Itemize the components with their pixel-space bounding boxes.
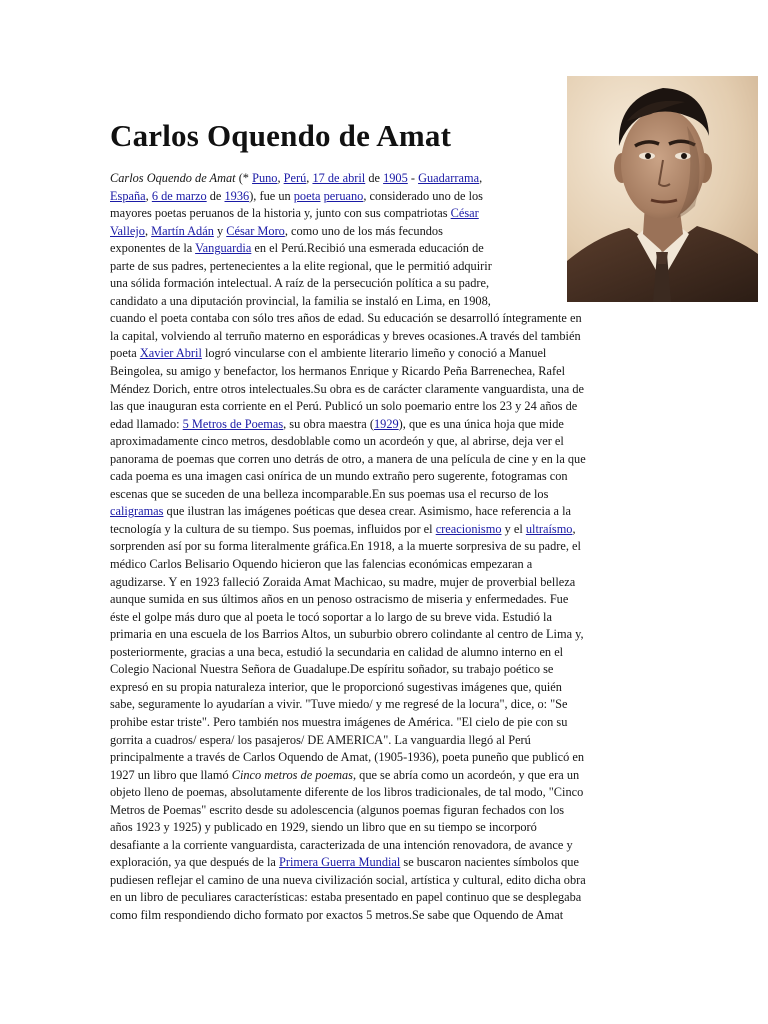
text-line: escenas que se suceden de una belleza incomparable.En sus poemas usa el recurso de los <box>110 486 549 501</box>
text-line: posteriormente, gracias a una beca, estudió la secundaria en calidad de alumno interno en el <box>110 644 564 659</box>
text-line: Metros de Poemas" escrito desde su adolescencia (algunos poemas figuran fechados con los <box>110 802 565 817</box>
text-line: pudiesen reflejar el camino de una nueva civilización social, artística y cultural, edito dicha obra <box>110 872 586 887</box>
text-line: años 1923 y 1925) y publicado en 1929, siendo un libro que en su tiempo se incorporó <box>110 820 537 835</box>
text-line: una sólida formación intelectual. A raíz de la persecución política a su padre, <box>110 276 490 291</box>
link-peruano[interactable]: peruano <box>323 188 364 203</box>
text-fragment: y <box>213 223 227 238</box>
article-body <box>110 170 670 925</box>
text-line: prohibe estar triste". Pero también nos muestra imágenes de América. "El cielo de pie con su <box>110 714 568 729</box>
text-line <box>110 767 670 785</box>
text-fragment: , considerado uno de los <box>363 188 483 203</box>
text-line <box>110 345 670 363</box>
text-line <box>110 416 670 434</box>
text-line <box>110 188 670 206</box>
text-line: sabe, seguramente lo ayudarían a vivir. "Tuve miedo/ y me regresé de la locura", dice, o: "Se <box>110 697 568 712</box>
text-line <box>110 205 670 223</box>
text-line: candidato a una diputación provincial, la familia se instaló en Lima, en 1908, <box>110 293 491 308</box>
link-peru[interactable]: Perú <box>283 171 307 185</box>
link-xavier-abril[interactable]: Xavier Abril <box>139 346 202 361</box>
text-line: como film respondiendo dicho formato por exactos 5 metros.Se sabe que Oquendo de Amat <box>110 907 564 922</box>
text-line: sorprenden así por su forma literalmente gráfica.En 1918, a la muerte sorpresiva de su padre, el <box>110 539 581 554</box>
text-line: cada poema es una imagen casi onírica de un mundo extraño pero sugerente, fotogramas con <box>110 469 568 484</box>
link-cesar-vallejo[interactable]: César <box>450 206 479 221</box>
text-line: principalmente a través de Carlos Oquendo de Amat, (1905-1936), poeta puneño que publicó en <box>110 750 585 765</box>
subject-name: Carlos Oquendo de Amat <box>110 171 236 185</box>
text-fragment: y el <box>501 521 526 536</box>
text-fragment: exponentes de la <box>110 241 196 256</box>
text-line <box>110 521 670 539</box>
text-fragment: , su obra maestra ( <box>283 416 374 431</box>
text-line: agudizarse. Y en 1923 falleció Zoraida Amat Machicao, su madre, mujer de proverbial belleza <box>110 574 576 589</box>
text-line: desafiante a la corriente vanguardista, caracterizada de una intención renovadora, de avance y <box>110 837 573 852</box>
text-fragment: 1927 un libro que llamó <box>110 767 232 782</box>
text-fragment: ), fue un <box>249 188 294 203</box>
text-line: éste el golpe más duro que al poeta le tocó soportar a lo largo de su breve vida. Estudió la <box>110 609 552 624</box>
link-vanguardia[interactable]: Vanguardia <box>195 241 252 256</box>
link-1929[interactable]: 1929 <box>373 416 399 431</box>
text-fragment: exploración, ya que después de la <box>110 855 279 870</box>
link-cesar-vallejo-cont[interactable]: Vallejo <box>110 223 145 238</box>
text-line: Colegio Nacional Nuestra Señora de Guadalupe.De espíritu soñador, su trabajo poético se <box>110 662 554 677</box>
text-fragment: , <box>277 171 284 185</box>
text-line: aunque sumida en sus últimos años en un penoso ostracismo de miseria y enfermedades. Fue <box>110 592 569 607</box>
link-17-de-abril[interactable]: 17 de abril <box>312 171 366 185</box>
book-title: Cinco metros de poemas <box>231 767 353 782</box>
text-fragment: de <box>206 188 225 203</box>
page-title: Carlos Oquendo de Amat <box>110 118 452 153</box>
text-fragment: mayores poetas peruanos de la historia y, junto con sus compatriotas <box>110 206 451 221</box>
text-fragment: en el Perú.Recibió una esmerada educación de <box>251 241 484 256</box>
text-fragment: , <box>306 171 313 185</box>
text-line <box>110 854 670 872</box>
text-line: Beingolea, su amigo y benefactor, los hermanos Enrique y Ricardo Peña Barrenechea, Rafel <box>110 364 566 379</box>
text-fragment: tecnología y la cultura de su tiempo. Sus poemas, influidos por el <box>110 521 436 536</box>
text-line: médico Carlos Belisario Oquendo hicieron que las falencias económicas empezaran a <box>110 557 533 572</box>
text-line: objeto lleno de poemas, absolutamente diferente de los libros tradicionales, de tal modo, "Cinco <box>110 785 584 800</box>
text-line: gorrita a cuadros/ espera/ los pasajeros/ DE AMERICA". La vanguardia llegó al Perú <box>110 732 531 747</box>
text-fragment: de <box>365 171 384 185</box>
text-fragment: , como uno de los más fecundos <box>284 223 443 238</box>
text-fragment: , <box>144 223 152 238</box>
link-martin-adan[interactable]: Martín Adán <box>151 223 214 238</box>
link-caligramas[interactable]: caligramas <box>110 504 164 519</box>
link-1905[interactable]: 1905 <box>383 171 408 185</box>
text-fragment: edad llamado: <box>110 416 183 431</box>
text-line: parte de sus padres, pertenecientes a la elite regional, que le permitió adquirir <box>110 258 492 273</box>
text-fragment: que ilustran las imágenes poéticas que desea crear. Asimismo, hace referencia a la <box>163 504 571 519</box>
text-fragment: logró vincularse con el ambiente literario limeño y conoció a Manuel <box>201 346 547 361</box>
text-line <box>110 503 670 521</box>
text-line: la capital, volviendo al terruño materno en esporádicas y breves ocasiones.A través del también <box>110 328 581 343</box>
text-line <box>110 223 670 241</box>
link-espana[interactable]: España <box>110 188 146 203</box>
text-line: Méndez Dorich, entre otros intelectuales.Su obra es de carácter claramente vanguardista, una de <box>110 381 584 396</box>
text-fragment: poeta <box>110 346 140 361</box>
link-1936[interactable]: 1936 <box>224 188 250 203</box>
link-poeta[interactable]: poeta <box>293 188 321 203</box>
text-line: las que inauguran esta corriente en el Perú. Publicó un solo poemario entre los 23 y 24 años de <box>110 399 578 414</box>
link-guadarrama[interactable]: Guadarrama <box>418 171 480 185</box>
text-fragment: ), que es una única hoja que mide <box>398 416 564 431</box>
text-fragment: se buscaron nacientes símbolos que <box>400 855 579 870</box>
text-line: expresó en su propia naturaleza interior, que le proporcionó sugestivas imágenes que, quién <box>110 679 562 694</box>
link-5-metros-de-poemas[interactable]: 5 Metros de Poemas <box>182 416 284 431</box>
link-creacionismo[interactable]: creacionismo <box>435 521 502 536</box>
text-fragment: (* <box>235 171 253 185</box>
text-fragment: , <box>572 521 576 536</box>
text-line: cuando el poeta contaba con sólo tres años de edad. Su educación se desarrolló íntegramente en <box>110 311 582 326</box>
text-fragment: , que se abría como un acordeón, y que era un <box>352 767 580 782</box>
text-line: aproximadamente cinco metros, desdoblable como un acordeón y que, al abrirse, deja ver el <box>110 434 564 449</box>
text-line: en un libro de peculiares características: estaba presentado en papel continuo que se desplegaba <box>110 890 582 905</box>
text-line <box>110 170 670 188</box>
text-fragment: - <box>407 171 419 185</box>
link-puno[interactable]: Puno <box>252 171 278 185</box>
text-fragment: , <box>479 171 483 185</box>
link-6-de-marzo[interactable]: 6 de marzo <box>151 188 207 203</box>
text-line: panorama de poemas que corren uno detrás de otro, a manera de una película de cine y en la que <box>110 451 586 466</box>
text-fragment: , <box>145 188 152 203</box>
link-primera-guerra-mundial[interactable]: Primera Guerra Mundial <box>278 855 401 870</box>
text-line <box>110 240 670 258</box>
link-cesar-moro[interactable]: César Moro <box>226 223 285 238</box>
link-ultraismo[interactable]: ultraísmo <box>525 521 573 536</box>
text-line: primaria en una escuela de los Barrios Altos, un suburbio obrero colindante al centro de Lima y, <box>110 627 584 642</box>
